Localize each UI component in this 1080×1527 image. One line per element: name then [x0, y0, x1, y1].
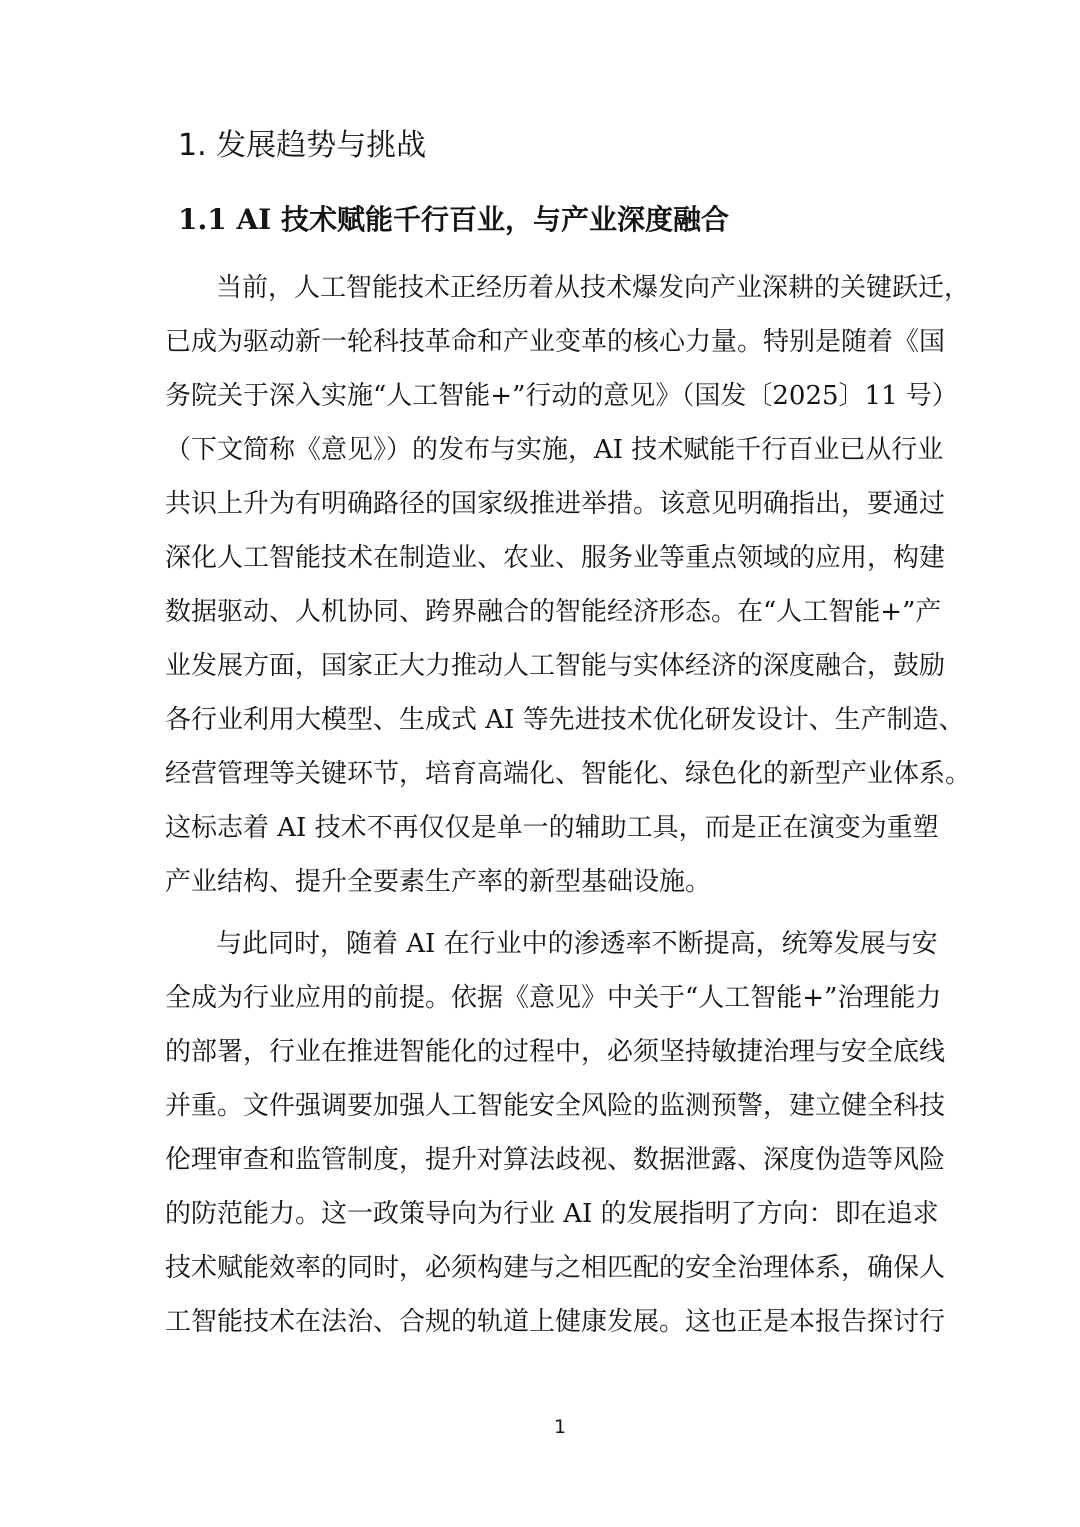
text-line: 产业结构、提升全要素生产率的新型基础设施。 [165, 867, 712, 897]
text-line: 各行业利用大模型、生成式 AI 等先进技术优化研发设计、生产制造、 [165, 705, 965, 735]
text-line: 务院关于深入实施“人工智能+”行动的意见》（国发〔2025〕11 号） [165, 381, 958, 411]
text-line: 经营管理等关键环节，培育高端化、智能化、绿色化的新型产业体系。 [165, 759, 972, 789]
text-line: 与此同时，随着 AI 在行业中的渗透率不断提高，统筹发展与安 [216, 929, 938, 959]
text-line: 全成为行业应用的前提。依据《意见》中关于“人工智能+”治理能力 [165, 983, 942, 1013]
text-line: 技术赋能效率的同时，必须构建与之相匹配的安全治理体系，确保人 [165, 1253, 946, 1283]
text-line: 数据驱动、人机协同、跨界融合的智能经济形态。在“人工智能+”产 [165, 597, 942, 627]
text-line: 这标志着 AI 技术不再仅仅是单一的辅助工具，而是正在演变为重塑 [165, 813, 939, 843]
text-line: 共识上升为有明确路径的国家级推进举措。该意见明确指出，要通过 [165, 489, 946, 519]
page-number: 1 [553, 1416, 567, 1438]
text-line: 并重。文件强调要加强人工智能安全风险的监测预警，建立健全科技 [165, 1091, 946, 1121]
text-line: 已成为驱动新一轮科技革命和产业变革的核心力量。特别是随着《国 [165, 327, 946, 357]
text-line: 伦理审查和监管制度，提升对算法歧视、数据泄露、深度伪造等风险 [165, 1145, 946, 1175]
text-line: 深化人工智能技术在制造业、农业、服务业等重点领域的应用，构建 [165, 543, 946, 573]
text-line: 工智能技术在法治、合规的轨道上健康发展。这也正是本报告探讨行 [165, 1307, 946, 1337]
text-line: 的防范能力。这一政策导向为行业 AI 的发展指明了方向：即在追求 [165, 1199, 939, 1229]
text-line: 的部署，行业在推进智能化的过程中，必须坚持敏捷治理与安全底线 [165, 1037, 946, 1067]
text-line: 当前，人工智能技术正经历着从技术爆发向产业深耕的关键跃迁， [216, 273, 971, 303]
subsection-heading: 1.1 AI 技术赋能千行百业，与产业深度融合 [178, 203, 730, 236]
text-line: （下文简称《意见》）的发布与实施，AI 技术赋能千行百业已从行业 [165, 435, 944, 465]
text-line: 业发展方面，国家正大力推动人工智能与实体经济的深度融合，鼓励 [165, 651, 946, 681]
section-heading: 1. 发展趋势与挑战 [178, 128, 427, 163]
